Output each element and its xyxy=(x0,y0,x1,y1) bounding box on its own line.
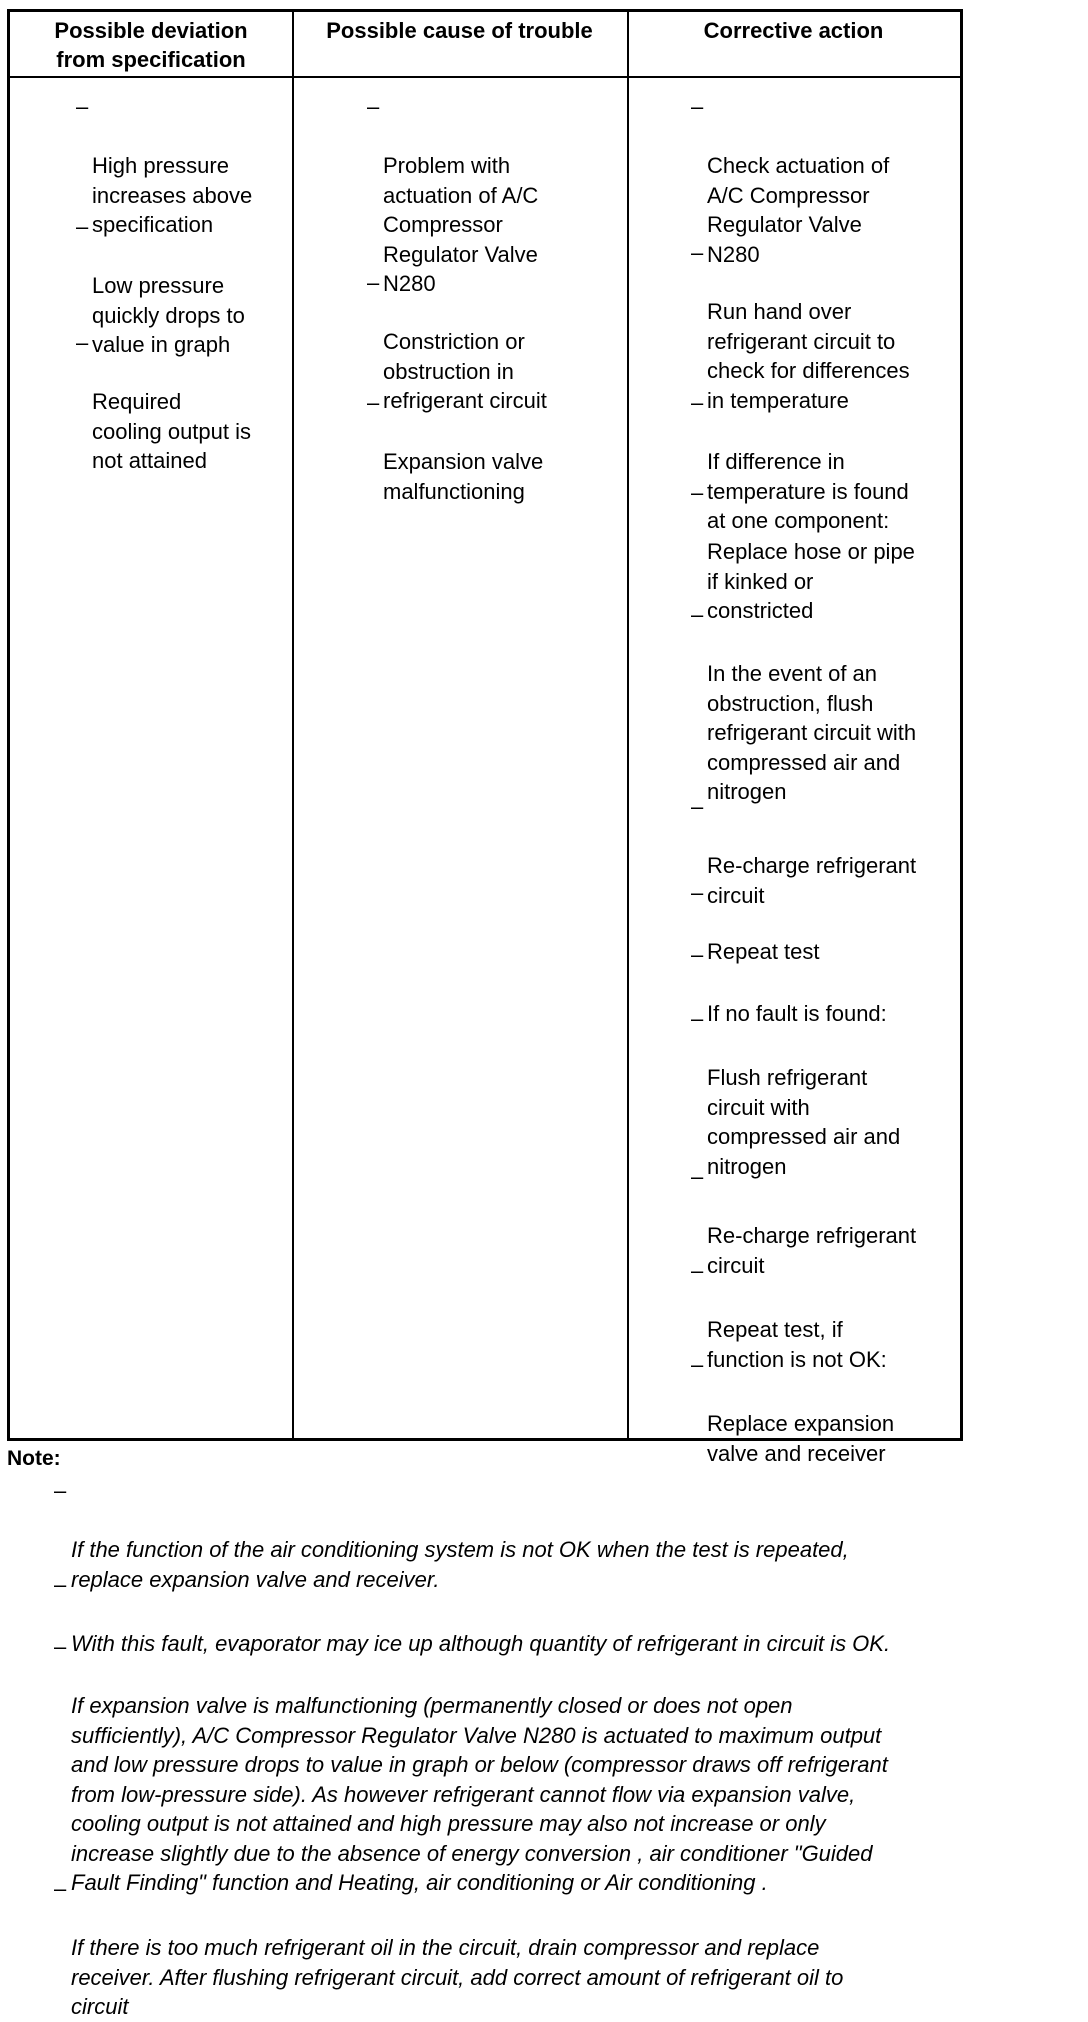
dash-bullet: – xyxy=(691,390,704,415)
deviation-item: – High pressure increases above specification xyxy=(76,94,253,237)
header-deviation: Possible deviation from specification xyxy=(54,18,248,72)
dash-bullet: – xyxy=(691,1164,704,1189)
dash-bullet: – xyxy=(367,270,380,295)
cause-item: – Problem with actuation of A/C Compressor Regulator Valve N280 xyxy=(367,94,539,296)
note-item: – If expansion valve is malfunctioning (permanently closed or does not open sufficiently), A/C Compressor Regulator Valve N280 is actuated to maximum output and low pressure drops to value in graph or below (compressor draws off refrigerant from low-pressure side). As however refrigerant cannot flow via expansion valve, cooling output is not attained and high pressure may also not increase or only increase slightly due to the absence of energy conversion , air conditioner "Guided Fault Finding" function and Heating, air conditioning or Air conditioning . xyxy=(54,1634,888,1895)
action-item: – If difference in temperature is found at one component: xyxy=(691,390,909,533)
dash-bullet: – xyxy=(691,794,704,819)
dash-bullet: – xyxy=(76,94,89,119)
dash-bullet: – xyxy=(691,602,704,627)
action-item: – Flush refrigerant circuit with compressed air and nitrogen xyxy=(691,1006,901,1179)
action-item: – Re-charge refrigerant circuit xyxy=(691,1164,917,1278)
action-item: – Check actuation of A/C Compressor Regulator Valve N280 xyxy=(691,94,890,267)
dash-bullet: – xyxy=(691,942,704,967)
note-item: – If the function of the air conditioning system is not OK when the test is repeated, replace expansion valve and receiver. xyxy=(54,1478,849,1592)
action-item: – Repeat test xyxy=(691,880,820,964)
dash-bullet: – xyxy=(367,94,380,119)
action-item: – If no fault is found: xyxy=(691,942,887,1026)
cause-item: – Constriction or obstruction in refrigerant circuit xyxy=(367,270,547,413)
action-item: – Repeat test, if function is not OK: xyxy=(691,1258,887,1372)
dash-bullet: – xyxy=(76,214,89,239)
dash-bullet: – xyxy=(691,1352,704,1377)
dash-bullet: – xyxy=(76,330,89,355)
note-label: Note: xyxy=(7,1447,61,1470)
dash-bullet: – xyxy=(691,94,704,119)
dash-bullet: – xyxy=(54,1572,67,1597)
dash-bullet: – xyxy=(691,880,704,905)
header-cause: Possible cause of trouble xyxy=(326,18,593,43)
column-action xyxy=(627,12,960,1466)
dash-bullet: – xyxy=(691,1258,704,1283)
dash-bullet: – xyxy=(691,1006,704,1031)
column-cause xyxy=(292,12,627,1438)
action-item: – Run hand over refrigerant circuit to check for differences in temperature xyxy=(691,240,910,413)
note-item: – If there is too much refrigerant oil in the circuit, drain compressor and replace receiver. After flushing refrigerant circuit, add correct amount of refrigerant oil to circuit xyxy=(54,1876,844,2019)
note-item: – With this fault, evaporator may ice up although quantity of refrigerant in circuit is OK. xyxy=(54,1572,891,1656)
dash-bullet: – xyxy=(367,390,380,415)
action-item: – In the event of an obstruction, flush refrigerant circuit with compressed air and nitrogen xyxy=(691,602,917,804)
header-action: Corrective action xyxy=(703,18,884,43)
dash-bullet: – xyxy=(54,1478,67,1503)
dash-bullet: – xyxy=(691,240,704,265)
deviation-item: – Low pressure quickly drops to value in graph xyxy=(76,214,245,357)
column-deviation xyxy=(10,12,292,1438)
dash-bullet: – xyxy=(54,1876,67,1901)
action-item: – Replace hose or pipe if kinked or constricted xyxy=(691,480,915,623)
action-item: – Re-charge refrigerant circuit xyxy=(691,794,917,908)
cause-item: – Expansion valve malfunctioning xyxy=(367,390,544,504)
action-item: – Replace expansion valve and receiver xyxy=(691,1352,895,1466)
dash-bullet: – xyxy=(691,480,704,505)
deviation-item: – Required cooling output is not attained xyxy=(76,330,251,473)
dash-bullet: – xyxy=(54,1634,67,1659)
